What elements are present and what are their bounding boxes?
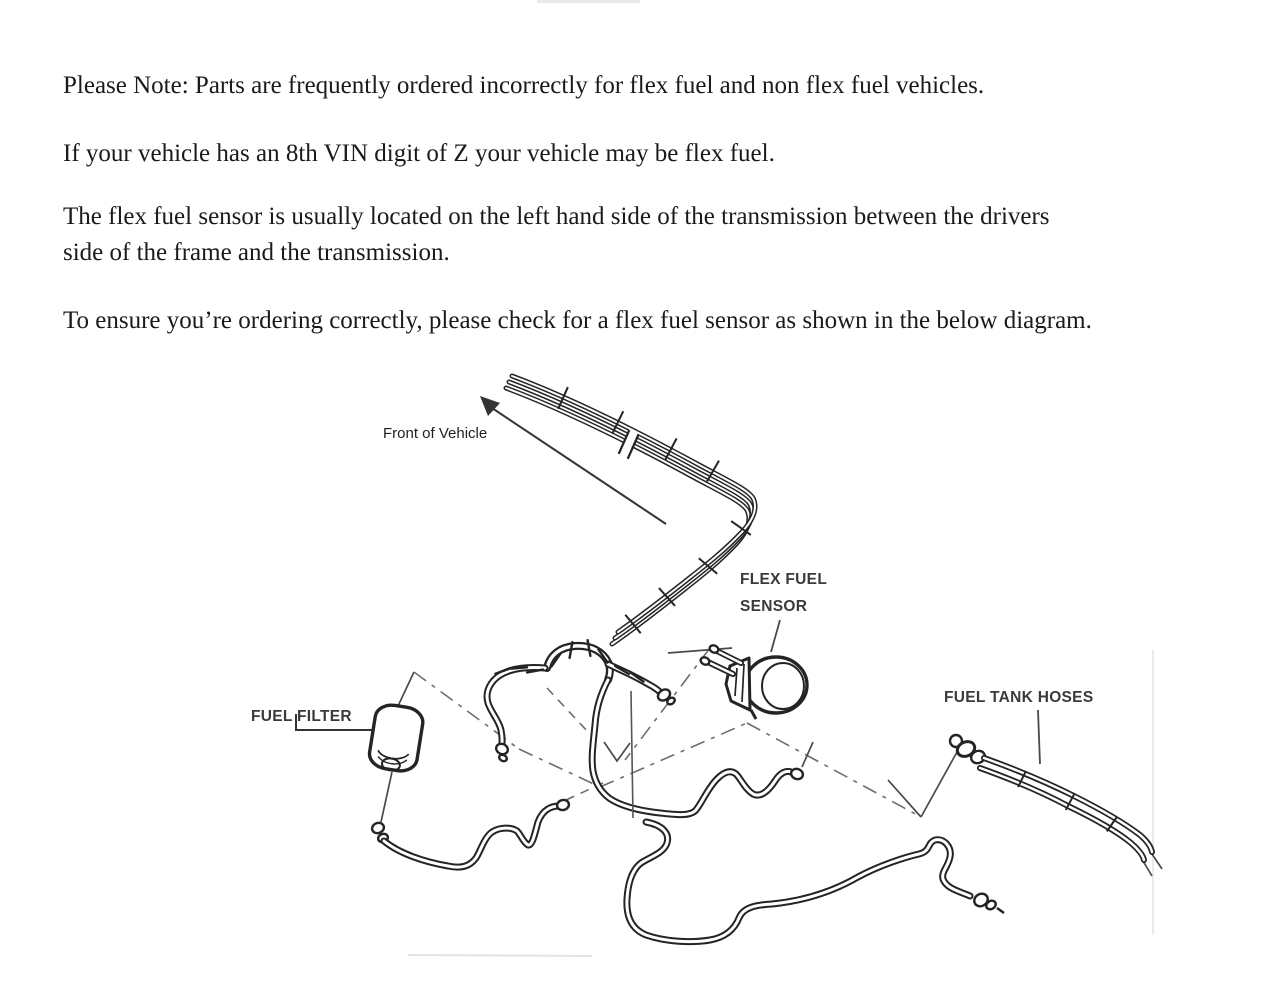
notice-paragraph-2: If your vehicle has an 8th VIN digit of Z your vehicle may be flex fuel. [63,140,775,167]
fuel-line-bundle [506,376,755,644]
fuel-tank-hoses-label: FUEL TANK HOSES [944,689,1094,706]
hose-junction [487,640,676,762]
notice-paragraph-3-line-2: side of the frame and the transmission. [63,239,450,266]
fuel-filter-label: FUEL FILTER [251,708,352,725]
flex-fuel-sensor-label [740,566,827,620]
fuel-tank-hoses-part [950,710,1152,860]
notice-paragraph-1: Please Note: Parts are frequently ordered incorrectly for flex fuel and non flex fuel vehicles. [63,72,985,99]
flex-fuel-sensor-part [699,620,807,719]
flex-fuel-sensor-label-line2: SENSOR [740,598,808,615]
notice-paragraph-3-line-1: The flex fuel sensor is usually located on the left hand side of the transmission between the drivers [63,203,1050,230]
fuel-lines-lower [384,680,1004,942]
front-of-vehicle-label: Front of Vehicle [383,425,488,442]
scan-artifacts [408,0,1153,956]
flex-fuel-sensor-label-line1: FLEX FUEL [740,571,828,588]
notice-paragraph-4: To ensure you’re ordering correctly, please check for a flex fuel sensor as shown in the below diagram. [63,307,1092,334]
